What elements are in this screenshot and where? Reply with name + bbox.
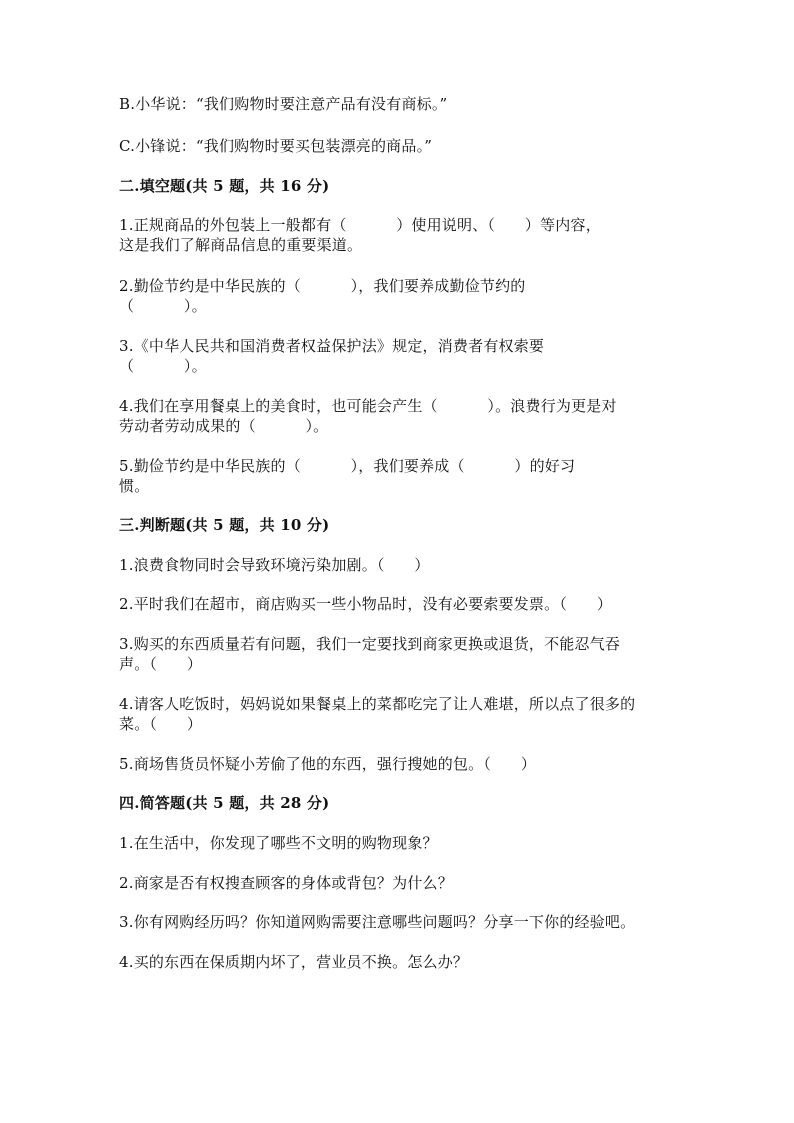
- fill-q3-line2: （ ）。: [119, 357, 207, 375]
- fill-q5-line1: 5.勤俭节约是中华民族的（ ），我们要养成（ ）的好习: [119, 457, 576, 475]
- judge-q3-line2: 声。（ ）: [119, 655, 203, 673]
- judge-q5: 5.商场售货员怀疑小芳偷了他的东西，强行搜她的包。（ ）: [119, 755, 537, 773]
- fill-q2-line1: 2.勤俭节约是中华民族的（ ），我们要养成勤俭节约的: [119, 277, 526, 295]
- section-heading-fill-blank: 二.填空题(共 5 题，共 16 分): [119, 177, 330, 195]
- option-b: B.小华说：“我们购物时要注意产品有没有商标。”: [119, 95, 448, 113]
- fill-q1-line2: 这是我们了解商品信息的重要渠道。: [119, 236, 363, 254]
- option-c: C.小锋说：“我们购物时要买包装漂亮的商品。”: [119, 137, 433, 155]
- section-heading-true-false: 三.判断题(共 5 题，共 10 分): [119, 516, 330, 534]
- short-q2: 2.商家是否有权搜查顾客的身体或背包？为什么？: [119, 874, 453, 892]
- fill-q2-line2: （ ）。: [119, 297, 207, 315]
- judge-q4-line2: 菜。（ ）: [119, 715, 203, 733]
- judge-q3-line1: 3.购买的东西质量若有问题，我们一定要找到商家更换或退货，不能忍气吞: [119, 635, 621, 653]
- fill-q3-line1: 3.《中华人民共和国消费者权益保护法》规定，消费者有权索要: [119, 337, 545, 355]
- judge-q4-line1: 4.请客人吃饭时，妈妈说如果餐桌上的菜都吃完了让人难堪，所以点了很多的: [119, 695, 636, 713]
- short-q1: 1.在生活中，你发现了哪些不文明的购物现象？: [119, 834, 438, 852]
- fill-q4-line1: 4.我们在享用餐桌上的美食时，也可能会产生（ ）。浪费行为更是对: [119, 397, 617, 415]
- fill-q5-line2: 惯。: [119, 477, 150, 495]
- judge-q1: 1.浪费食物同时会导致环境污染加剧。（ ）: [119, 556, 430, 574]
- short-q3: 3.你有网购经历吗？你知道网购需要注意哪些问题吗？分享一下你的经验吧。: [119, 913, 636, 931]
- fill-q4-line2: 劳动者劳动成果的（ ）。: [119, 417, 329, 435]
- judge-q2: 2.平时我们在超市，商店购买一些小物品时，没有必要索要发票。（ ）: [119, 595, 613, 613]
- short-q4: 4.买的东西在保质期内坏了，营业员不换。怎么办？: [119, 953, 469, 971]
- section-heading-short-answer: 四.简答题(共 5 题，共 28 分): [119, 794, 330, 812]
- fill-q1-line1: 1.正规商品的外包装上一般都有（ ）使用说明、（ ）等内容，: [119, 216, 601, 234]
